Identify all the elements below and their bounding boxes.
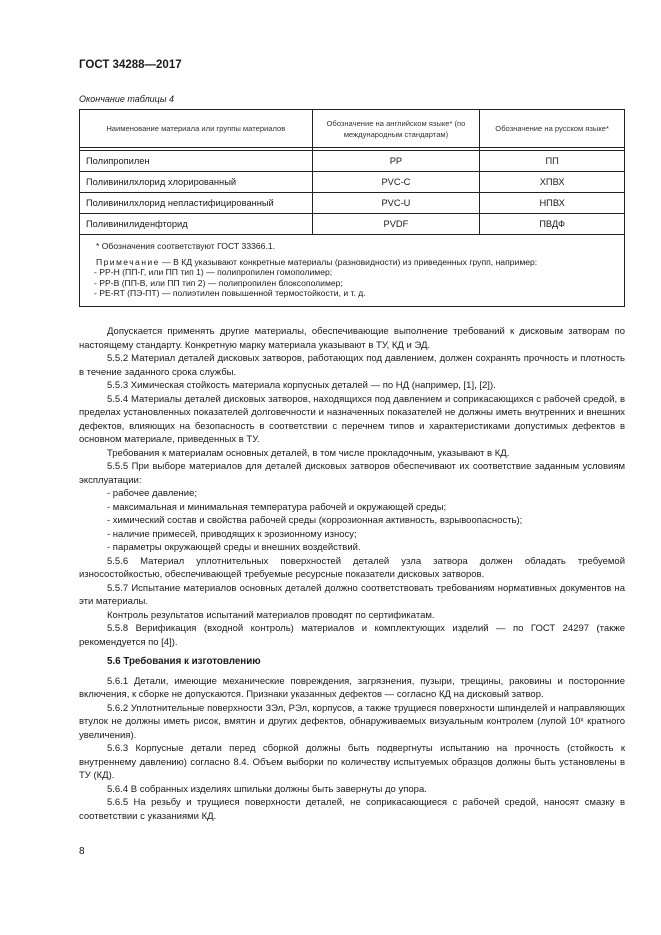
paragraph: 5.6.5 На резьбу и трущиеся поверхности деталей, не соприкасающиеся с рабочей средой, наносят смазку в соответствии с указаниями КД. <box>79 797 625 822</box>
body-text <box>79 325 625 823</box>
materials-table <box>79 109 625 307</box>
paragraph: Требования к материалам основных деталей, в том числе прокладочным, указывают в КД. <box>107 447 510 459</box>
table-row <box>80 193 625 214</box>
table-note <box>86 257 618 268</box>
list-item: - максимальная и минимальная температура рабочей и окружающей среды; <box>107 501 447 513</box>
list-item: - химический состав и свойства рабочей среды (коррозионная активность, взрывоопасность); <box>107 515 523 526</box>
table-cell: Поливинилхлорид хлорированный <box>80 172 313 193</box>
paragraph: 5.6.1 Детали, имеющие механические повреждения, загрязнения, пузыри, трещины, раковины и посторонние включения, к сборке не допускаются. Признаки указанных дефектов — согласно КД на дисковый затвор. <box>79 675 625 700</box>
note-label: Примечание <box>96 256 160 267</box>
note-list-item: - PP-H (ПП-Г, или ПП тип 1) — полипропилен гомополимер; <box>94 267 333 278</box>
table-cell: НПВХ <box>480 193 625 214</box>
table-row <box>80 214 625 235</box>
paragraph: 5.5.7 Испытание материалов основных деталей должно соответствовать требованиям нормативных документов на эти материалы. <box>79 582 625 607</box>
paragraph: 5.5.6 Материал уплотнительных поверхностей деталей узла затвора должен обладать требуемой износостойкостью, обеспечивающей требуемые ресурсные показатели дисковых затворов. <box>79 555 625 580</box>
table-header-row <box>80 110 625 148</box>
table-cell: Поливинилиденфторид <box>80 214 313 235</box>
list-item: - рабочее давление; <box>107 488 197 499</box>
paragraph: 5.5.8 Верификация (входной контроль) материалов и комплектующих изделий — по ГОСТ 24297 (также рекомендуется по [4]). <box>79 623 625 648</box>
paragraph: 5.5.4 Материалы деталей дисковых затворов, находящихся под давлением и соприкасающихся с рабочей средой, в пределах установленных показателей долговечности и назначенных показателей не должны иметь внутренних и внешних дефектов, влияющих на безопасность в соответствии с перечнем типов и характеристиками допустимых дефектов в основном материале, приведенных в ТУ. <box>79 393 625 445</box>
column-header: Обозначение на русском языке* <box>480 110 625 148</box>
column-header: Наименование материала или группы материалов <box>80 110 313 148</box>
paragraph: 5.6.2 Уплотнительные поверхности ЗЭл, РЭл, корпусов, а также трущиеся поверхности шпинделей и направляющих втулок не должны иметь рисок, вмятин и других дефектов, обнаруживаемых визуальным контролем (лупой 10ˣ кратного увеличения). <box>79 702 625 741</box>
note-list-item: - PE-RT (ПЭ-ПТ) — полиэтилен повышенной термостойкости, и т. д. <box>94 288 366 299</box>
table-footnote: * Обозначения соответствуют ГОСТ 33366.1. <box>96 241 275 251</box>
table-row <box>80 151 625 172</box>
table-cell: PVDF <box>312 214 480 235</box>
column-header: Обозначение на английском языке* (по международным стандартам) <box>312 110 480 148</box>
table-cell: Поливинилхлорид непластифицированный <box>80 193 313 214</box>
table-cell: Полипропилен <box>80 151 313 172</box>
table-caption: Окончание таблицы 4 <box>79 94 174 104</box>
document-header: ГОСТ 34288—2017 <box>79 59 182 71</box>
table-cell: ПП <box>480 151 625 172</box>
table-cell: PP <box>312 151 480 172</box>
table-cell: PVC-C <box>312 172 480 193</box>
page-number: 8 <box>79 846 85 857</box>
list-item: - параметры окружающей среды и внешних воздействий. <box>107 542 361 553</box>
paragraph: 5.5.3 Химическая стойкость материала корпусных деталей — по НД (например, [1], [2]). <box>107 380 496 391</box>
paragraph: 5.6.3 Корпусные детали перед сборкой должны быть подвергнуты испытанию на прочность (стойкость к внутреннему давлению) согласно 8.4. Объем выборки по количеству испытуемых образцов должны быть установлены в ТУ (КД). <box>79 743 625 781</box>
section-heading: 5.6 Требования к изготовлению <box>107 656 261 667</box>
table-cell: PVC-U <box>312 193 480 214</box>
table-notes <box>80 235 625 307</box>
list-item: - наличие примесей, приводящих к эрозионному износу; <box>107 528 357 540</box>
table-cell: ХПВХ <box>480 172 625 193</box>
note-list-item: - PP-B (ПП-В, или ПП тип 2) — полипропилен блоксополимер; <box>94 277 343 288</box>
paragraph: 5.5.2 Материал деталей дисковых затворов, работающих под давлением, должен сохранять прочность и плотность в течение заданного срока службы. <box>79 353 625 378</box>
paragraph: 5.6.4 В собранных изделиях шпильки должны быть завернуты до упора. <box>107 783 427 795</box>
table-cell: ПВДФ <box>480 214 625 235</box>
paragraph: Контроль результатов испытаний материалов проводят по сертификатам. <box>107 609 435 621</box>
table-row <box>80 172 625 193</box>
paragraph: 5.5.5 При выборе материалов для деталей дисковых затворов обеспечивают их соответствие заданным условиям эксплуатации: <box>79 461 625 486</box>
note-text: — В КД указывают конкретные материалы (разновидности) из приведенных групп, например: <box>159 256 538 267</box>
paragraph: Допускается применять другие материалы, обеспечивающие выполнение требований к дисковым затворам по настоящему стандарту. Конкретную марку материала указывают в ТУ, КД и ЭД. <box>79 326 625 351</box>
table-notes-row <box>80 235 625 307</box>
